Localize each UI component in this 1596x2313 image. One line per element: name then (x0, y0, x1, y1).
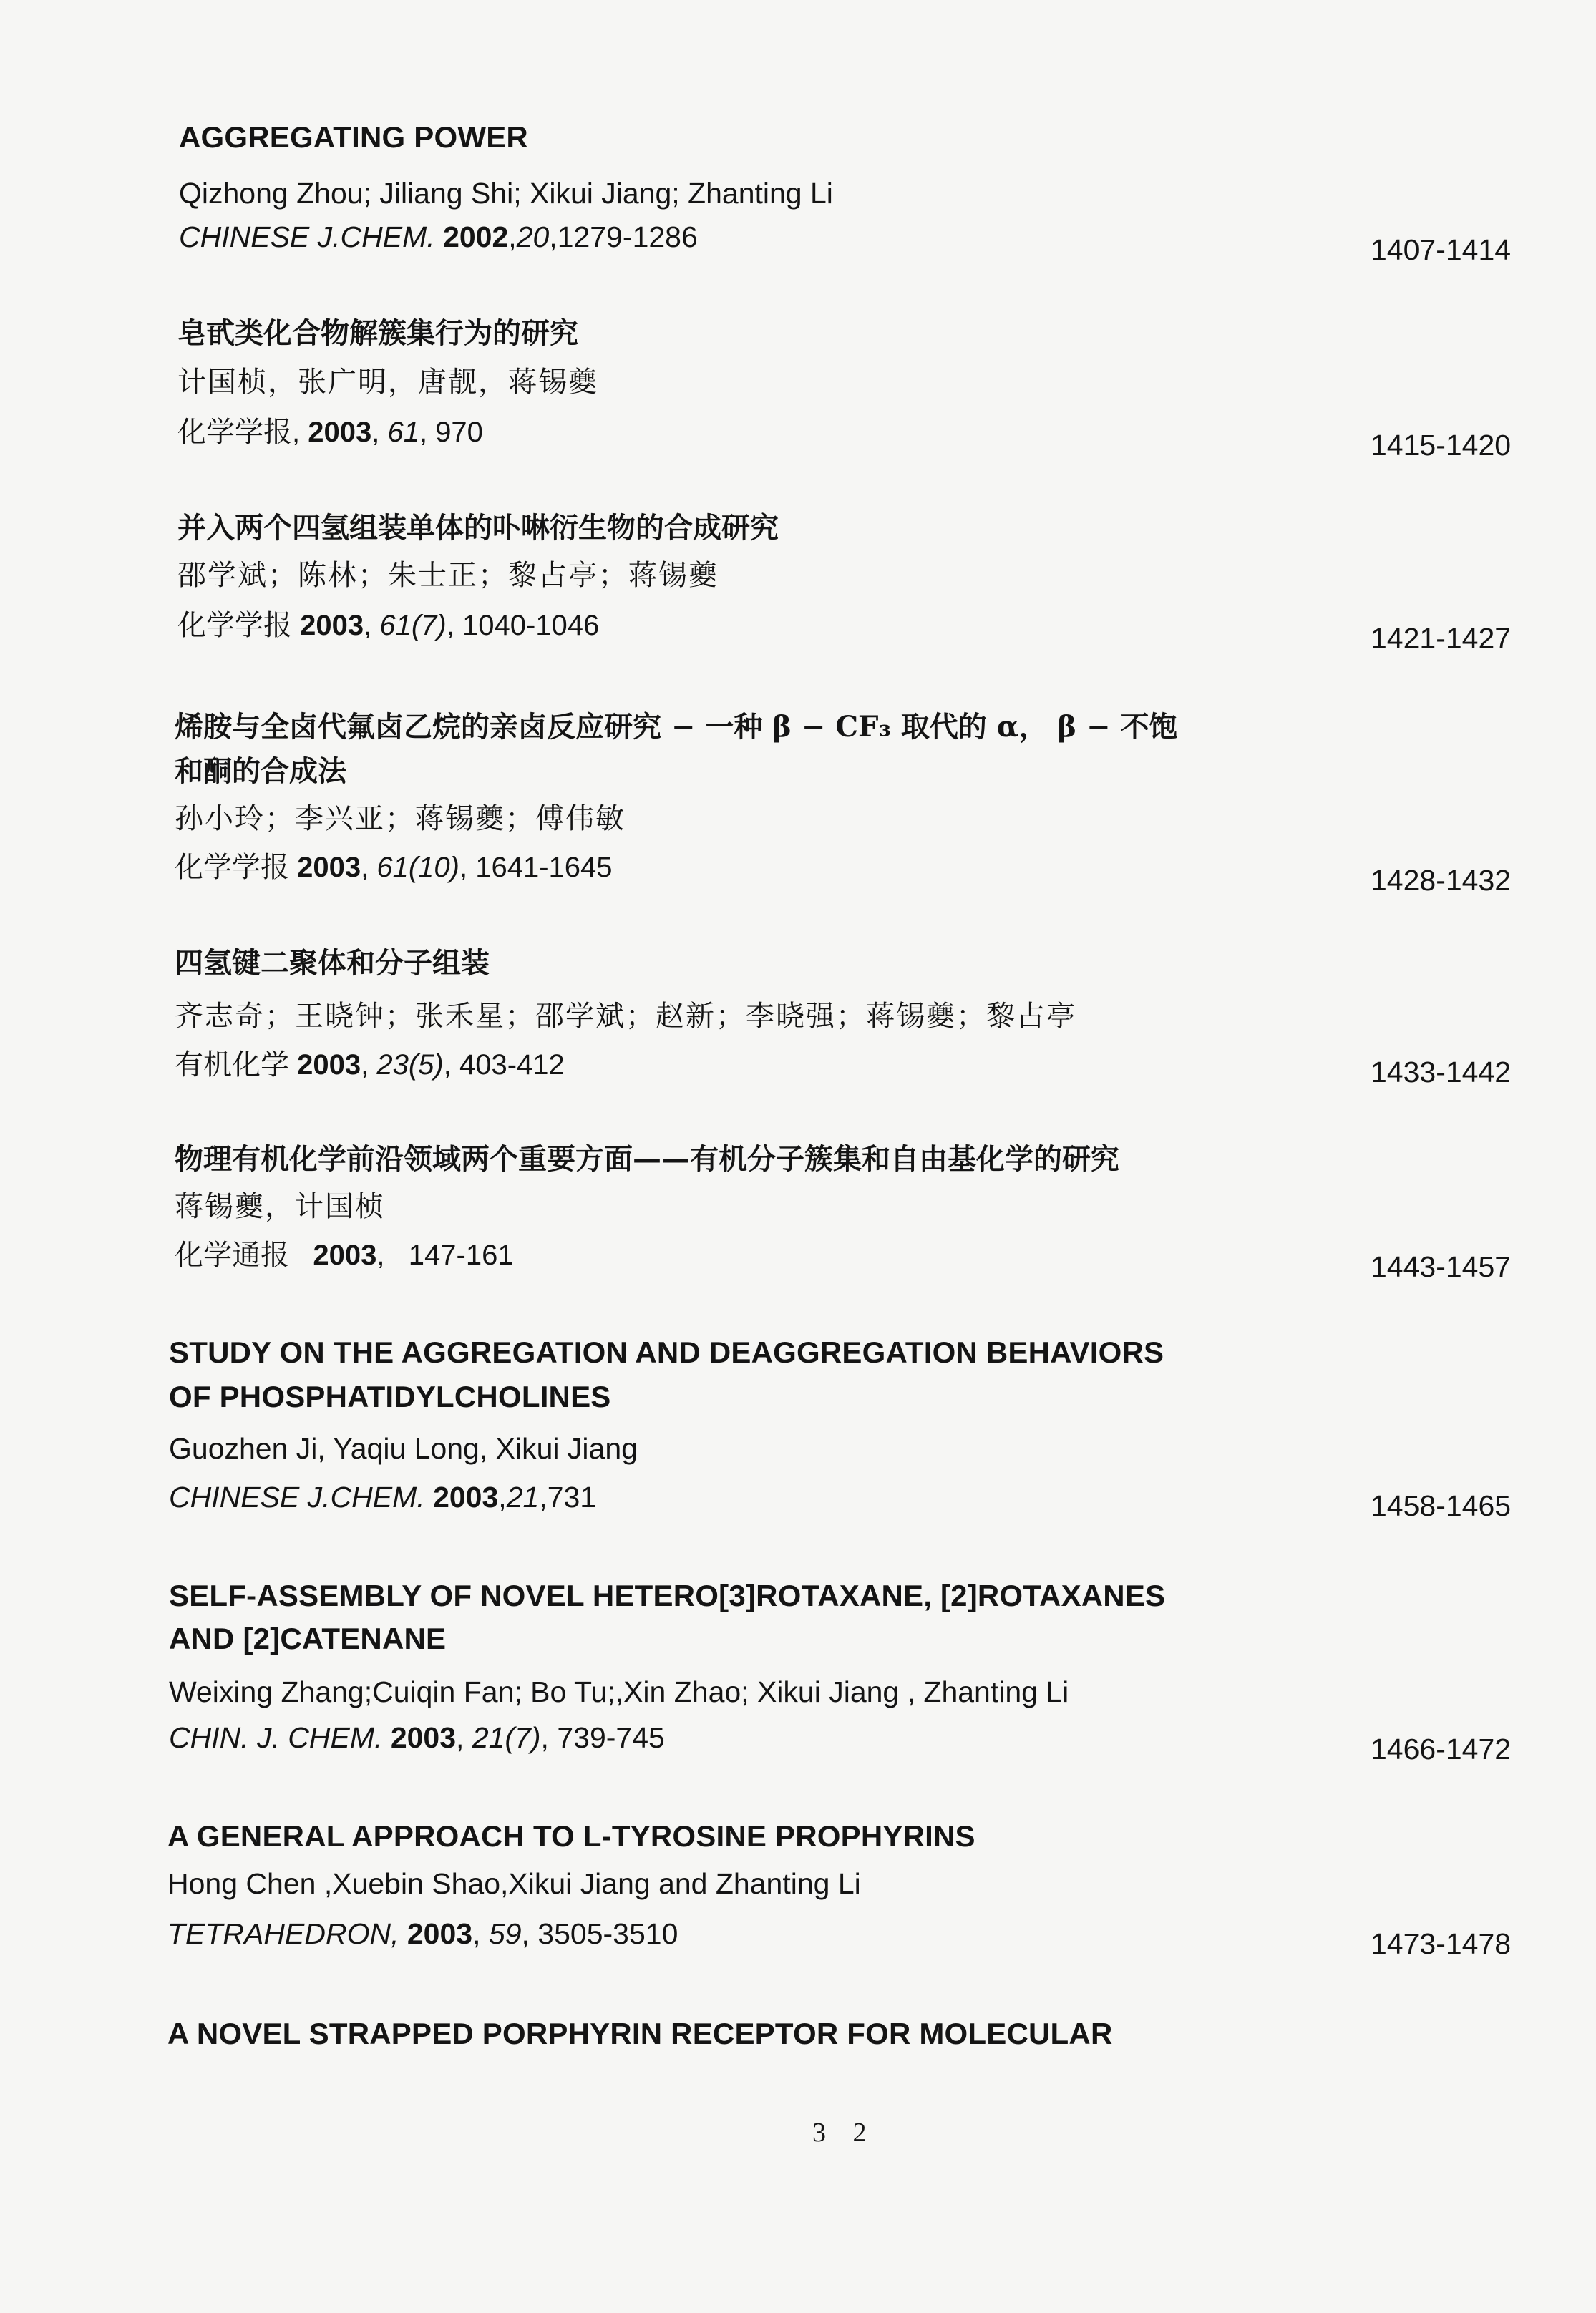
page-number: 3 2 (812, 2118, 877, 2148)
page-range: 1458-1465 (1371, 1489, 1512, 1522)
entry-title-line2: AND [2]CATENANE (169, 1622, 447, 1655)
entry-citation: CHINESE J.CHEM. 2003,21,731 (169, 1481, 597, 1514)
citation-volume: 59 (488, 1917, 522, 1950)
journal-name: 化学学报 (177, 416, 292, 449)
page-range: 1433-1442 (1371, 1056, 1512, 1089)
citation-volume: 61 (387, 417, 419, 448)
citation-year: 2003 (308, 417, 372, 448)
entry-authors: Hong Chen ,Xuebin Shao,Xikui Jiang and Zhanting Li (167, 1867, 861, 1900)
entry-title-line1: SELF-ASSEMBLY OF NOVEL HETERO[3]ROTAXANE, [2]ROTAXANES (169, 1579, 1166, 1612)
entry-citation: 化学学报 2003, 61(10), 1641-1645 (175, 851, 613, 884)
page-range: 1473-1478 (1371, 1927, 1512, 1960)
entry-authors: 邵学斌；陈林；朱士正；黎占亭；蒋锡夔 (177, 559, 719, 592)
entry-title-line2: 和酮的合成法 (175, 754, 346, 788)
page-range: 1428-1432 (1371, 864, 1512, 897)
entry-authors: Guozhen Ji, Yaqiu Long, Xikui Jiang (169, 1432, 638, 1465)
citation-year: 2003 (300, 610, 364, 641)
entry-title: 皂甙类化合物解簇集行为的研究 (177, 316, 578, 350)
page-range: 1443-1457 (1371, 1250, 1512, 1283)
citation-volume: 23(5) (376, 1049, 444, 1081)
citation-pages: 147-161 (408, 1240, 514, 1271)
citation-year: 2003 (390, 1721, 457, 1754)
entry-authors: 孙小玲；李兴亚；蒋锡夔；傅伟敏 (175, 802, 626, 835)
entry-title: 并入两个四氢组装单体的卟啉衍生物的合成研究 (177, 511, 779, 545)
entry-authors: 蒋锡夔，计国桢 (175, 1190, 385, 1223)
entry-title-line2: OF PHOSPHATIDYLCHOLINES (169, 1380, 611, 1413)
journal-name: 有机化学 (175, 1048, 289, 1081)
entry-citation: CHIN. J. CHEM. 2003, 21(7), 739-745 (169, 1721, 665, 1754)
journal-name: 化学学报 (175, 851, 289, 884)
citation-pages: 1279-1286 (557, 220, 698, 253)
entry-title: A NOVEL STRAPPED PORPHYRIN RECEPTOR FOR MOLECULAR (167, 2017, 1113, 2050)
entry-authors: 计国桢，张广明，唐靓，蒋锡夔 (177, 366, 598, 399)
citation-pages: 1641-1645 (475, 852, 613, 883)
citation-year: 2003 (433, 1481, 499, 1514)
page-range: 1421-1427 (1371, 622, 1512, 655)
entry-citation: 有机化学 2003, 23(5), 403-412 (175, 1048, 565, 1081)
journal-name: 化学学报 (177, 609, 292, 642)
citation-volume: 61(10) (376, 852, 459, 883)
entry-title-line1: STUDY ON THE AGGREGATION AND DEAGGREGATION BEHAVIORS (169, 1335, 1164, 1369)
page-range: 1466-1472 (1371, 1733, 1512, 1766)
journal-name: CHINESE J.CHEM. (169, 1481, 425, 1514)
citation-volume: 21(7) (472, 1721, 541, 1754)
entry-citation: TETRAHEDRON, 2003, 59, 3505-3510 (167, 1917, 678, 1950)
citation-year: 2003 (297, 1049, 361, 1081)
citation-year: 2003 (313, 1240, 377, 1271)
citation-pages: 970 (435, 417, 483, 448)
entry-citation: 化学学报 2003, 61(7), 1040-1046 (177, 609, 600, 642)
citation-year: 2002 (443, 220, 509, 253)
entry-title: 物理有机化学前沿领域两个重要方面——有机分子簇集和自由基化学的研究 (175, 1142, 1119, 1176)
page-range: 1415-1420 (1371, 429, 1512, 462)
entry-title: 四氢键二聚体和分子组装 (175, 946, 490, 980)
citation-pages: 403-412 (459, 1049, 565, 1081)
entry-citation: CHINESE J.CHEM. 2002,20,1279-1286 (179, 220, 698, 253)
page-range: 1407-1414 (1371, 233, 1512, 266)
entry-authors: 齐志奇；王晓钟；张禾星；邵学斌；赵新；李晓强；蒋锡夔；黎占亭 (175, 1000, 1076, 1033)
citation-year: 2003 (297, 852, 361, 883)
citation-volume: 21 (506, 1481, 540, 1514)
entry-citation: 化学通报 2003, 147-161 (175, 1239, 514, 1272)
citation-volume: 20 (516, 220, 550, 253)
journal-name: TETRAHEDRON, (167, 1917, 399, 1950)
journal-name: CHINESE J.CHEM. (179, 220, 435, 253)
citation-year: 2003 (407, 1917, 473, 1950)
citation-pages: 1040-1046 (462, 610, 600, 641)
entry-authors: Weixing Zhang;Cuiqin Fan; Bo Tu;,Xin Zhao; Xikui Jiang , Zhanting Li (169, 1675, 1069, 1708)
entry-authors: Qizhong Zhou; Jiliang Shi; Xikui Jiang; Zhanting Li (179, 177, 833, 210)
entry-citation: 化学学报, 2003, 61, 970 (177, 416, 483, 449)
citation-pages: 731 (547, 1481, 597, 1514)
entry-title: AGGREGATING POWER (179, 120, 528, 154)
citation-volume: 61(7) (379, 610, 447, 641)
entry-title: A GENERAL APPROACH TO L-TYROSINE PROPHYRINS (167, 1819, 975, 1853)
citation-pages: 739-745 (557, 1721, 665, 1754)
citation-pages: 3505-3510 (537, 1917, 678, 1950)
entry-title-line1: 烯胺与全卤代氟卤乙烷的亲卤反应研究 − 一种 β − CF₃ 取代的 α， β − 不饱 (175, 710, 1178, 744)
journal-name: CHIN. J. CHEM. (169, 1721, 383, 1754)
journal-name: 化学通报 (175, 1239, 289, 1272)
